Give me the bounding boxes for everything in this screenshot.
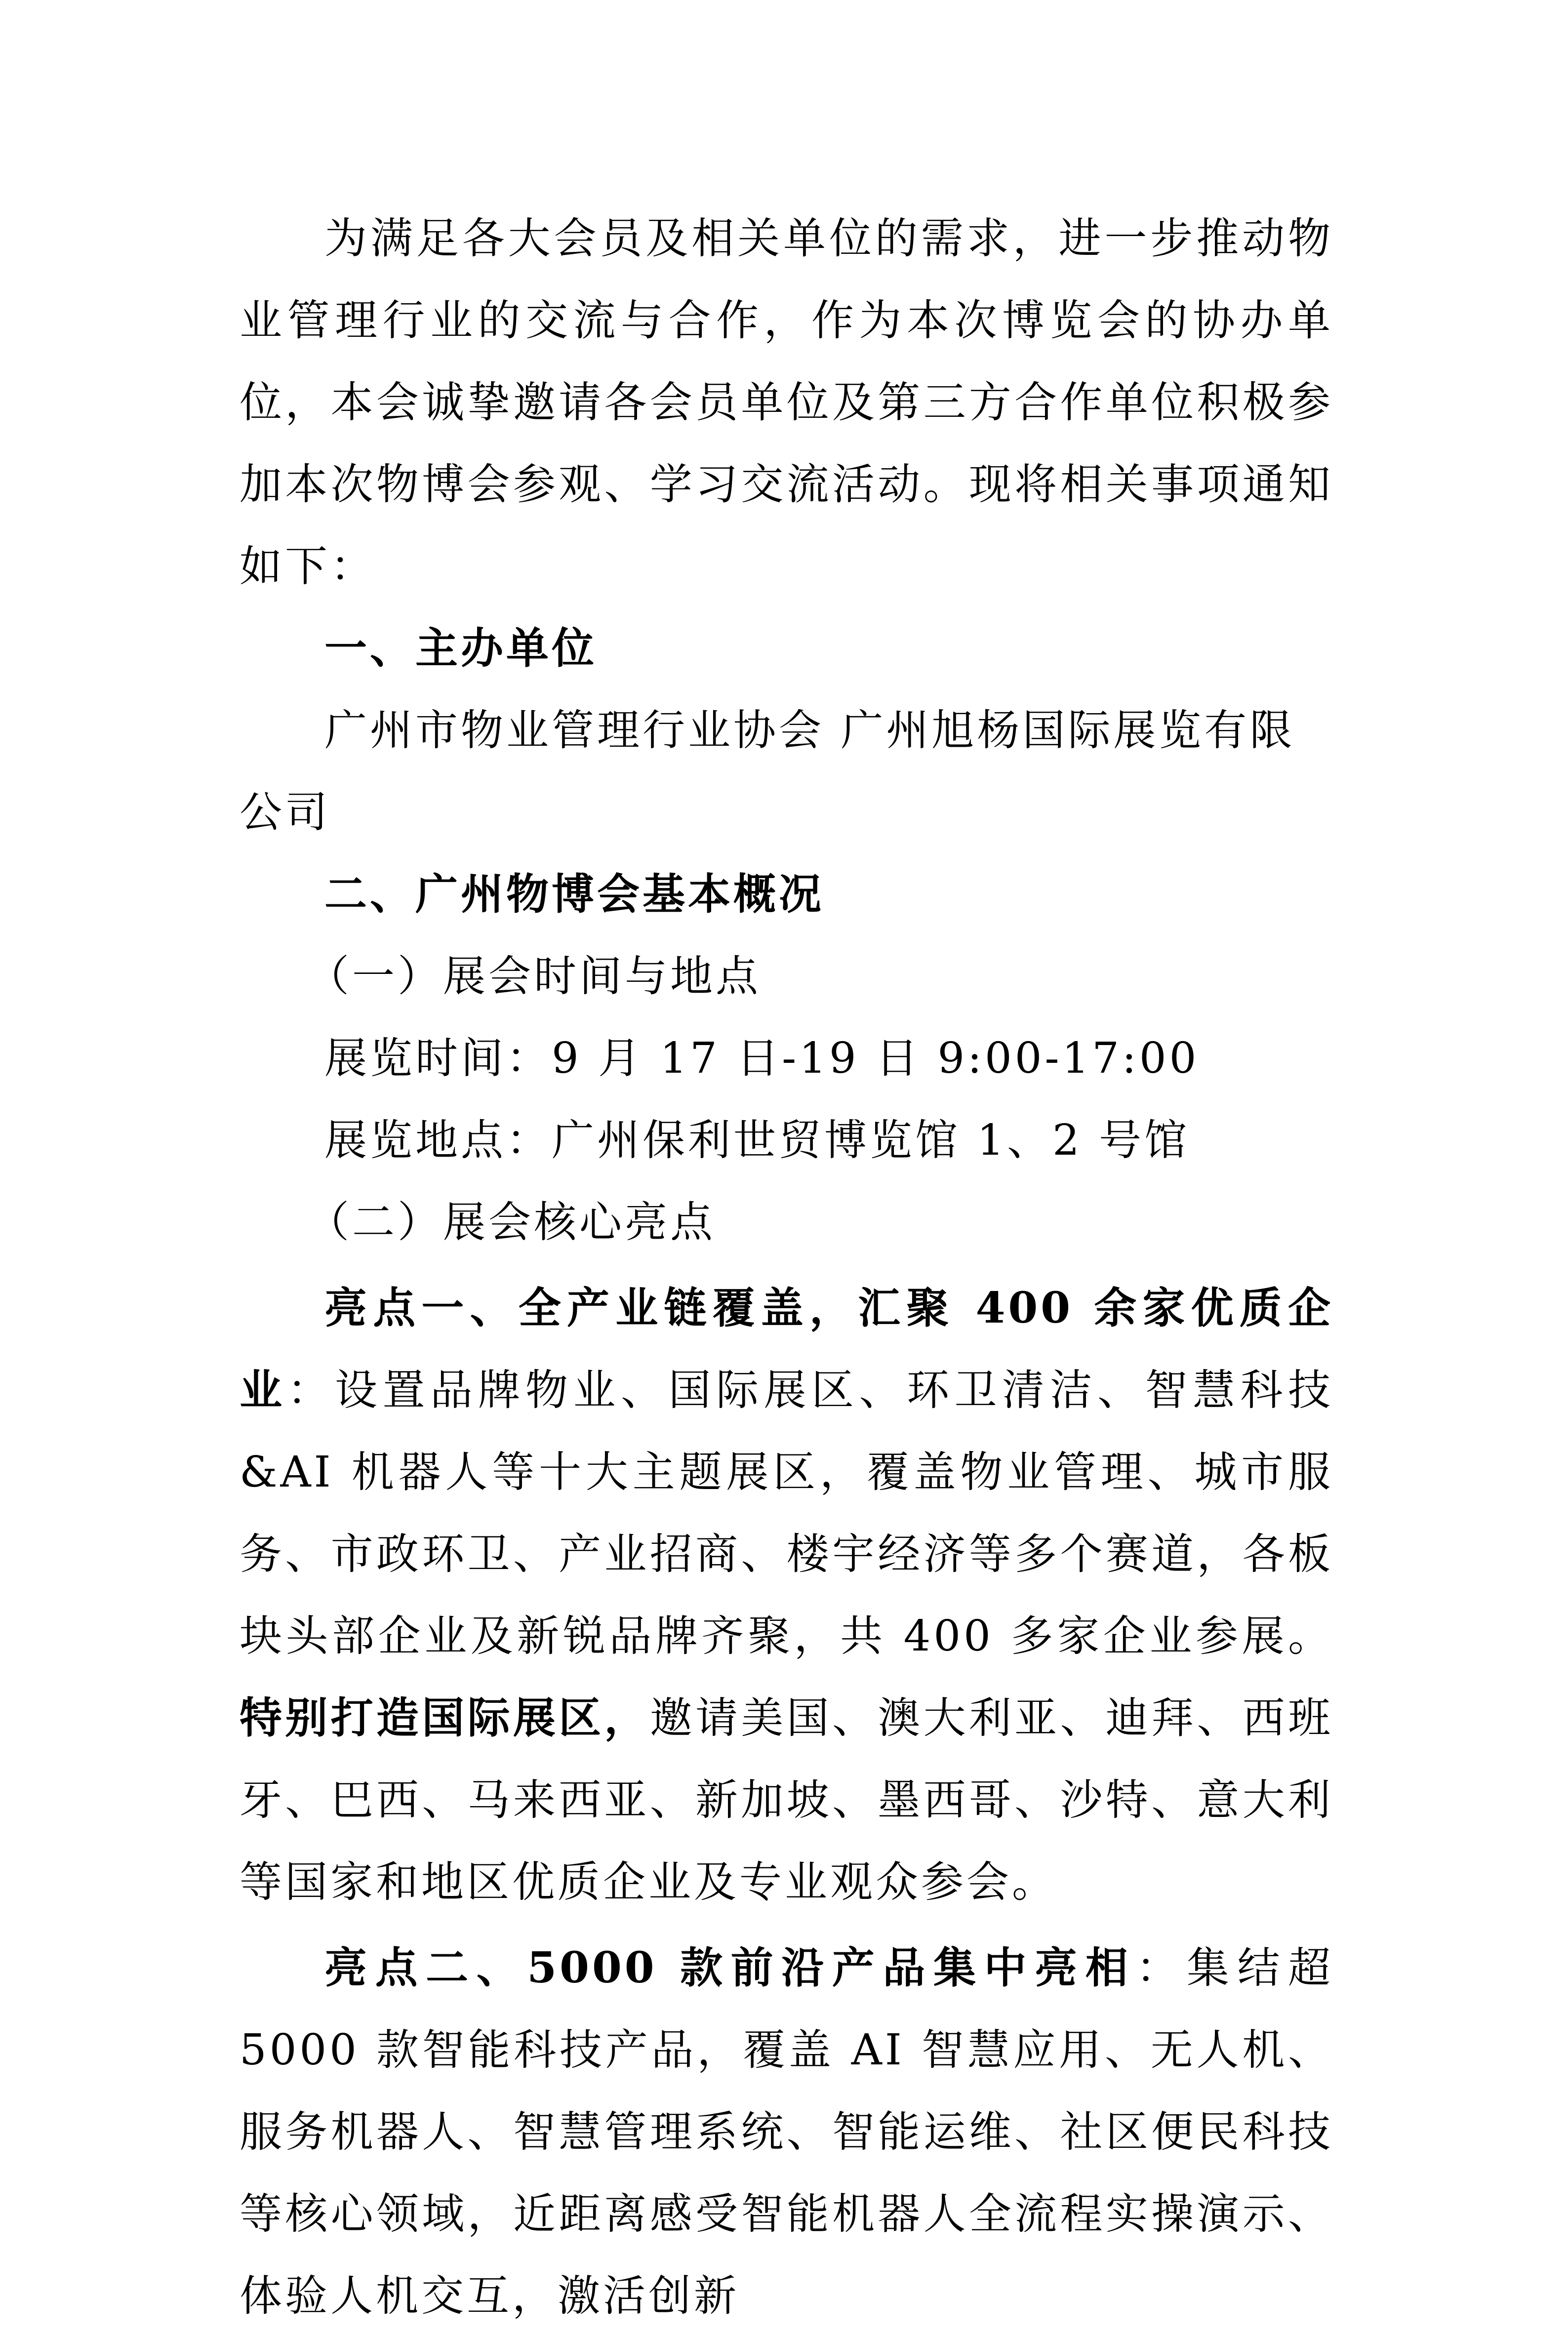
highlight-two-paragraph (240, 1927, 1333, 2337)
section-heading-overview: 二、广州物博会基本概况 (324, 869, 824, 919)
document-body (240, 198, 1333, 2337)
section-heading-organizers: 一、主办单位 (324, 623, 597, 673)
highlight-one-paragraph (240, 1267, 1333, 1923)
highlight-two-title: 亮点二、5000 款前沿产品集中亮相 (324, 1943, 1136, 1993)
international-zone-emphasis: 特别打造国际展区， (240, 1693, 650, 1743)
highlight-one-text: ：设置品牌物业、国际展区、环卫清洁、智慧科技&AI 机器人等十大主题展区，覆盖物业管理、城市服务、市政环卫、产业招商、楼宇经济等多个赛道，各板块头部企业及新锐品牌齐聚，共 400 多家企业参展。 (240, 1366, 1333, 1661)
organizers-line: 广州市物业管理行业协会 广州旭杨国际展览有限公司 (240, 706, 1295, 837)
intro-paragraph: 为满足各大会员及相关单位的需求，进一步推动物业管理行业的交流与合作，作为本次博览会的协办单位，本会诚挚邀请各会员单位及第三方合作单位积极参加本次物博会参观、学习交流活动。现将相关事项通知如下： (240, 214, 1333, 591)
highlight-two-text: ：集结超 5000 款智能科技产品，覆盖 AI 智慧应用、无人机、服务机器人、智慧管理系统、智能运维、社区便民科技等核心领域，近距离感受智能机器人全流程实操演示、体验人机交互，激活创新 (240, 1943, 1334, 2321)
highlight-one-title: 亮点一、全产业链覆盖，汇聚 400 余家优质企业 (240, 1283, 1333, 1415)
exhibition-time: 展览时间：9 月 17 日-19 日 9:00-17:00 (324, 1034, 1200, 1083)
exhibition-venue: 展览地点：广州保利世贸博览馆 1、2 号馆 (324, 1116, 1190, 1165)
highlight-one-text-continued: 邀请美国、澳大利亚、迪拜、西班牙、巴西、马来西亚、新加坡、墨西哥、沙特、意大利等国家和地区优质企业及专业观众参会。 (240, 1693, 1334, 1907)
subsection-heading-highlights: （二）展会核心亮点 (307, 1198, 716, 1247)
subsection-heading-time-venue: （一）展会时间与地点 (307, 952, 761, 1001)
